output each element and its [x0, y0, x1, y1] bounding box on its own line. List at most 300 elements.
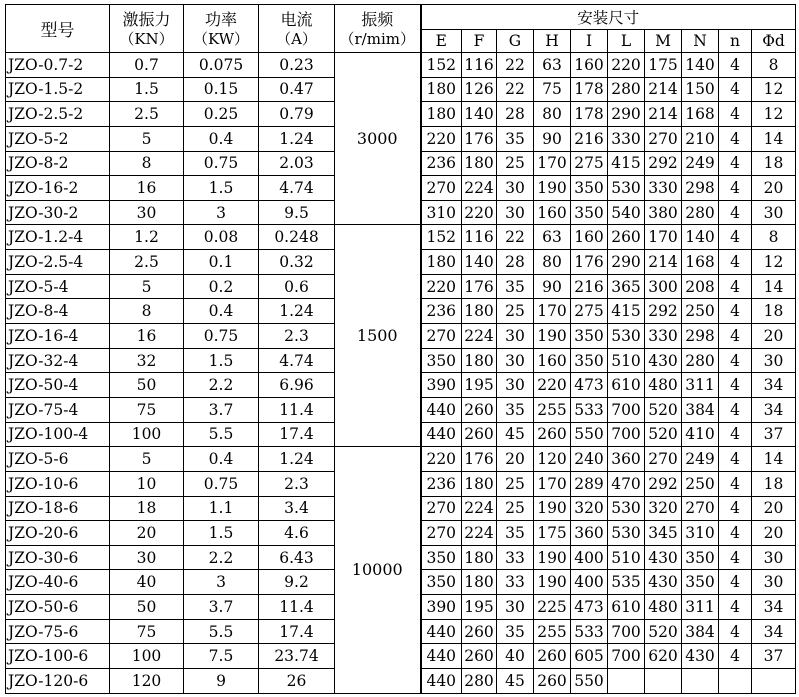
dimension-cell: 195	[462, 595, 497, 620]
dimension-cell: 292	[645, 151, 682, 176]
dimension-cell: 260	[534, 422, 571, 447]
dimension-cell: 440	[421, 619, 462, 644]
current-cell: 23.74	[259, 644, 335, 669]
dimension-cell: 350	[682, 570, 719, 595]
model-cell: JZO-50-6	[6, 595, 110, 620]
dimension-cell: 224	[462, 521, 497, 546]
header-frequency	[335, 5, 421, 53]
dimension-cell: 176	[571, 250, 608, 275]
dimension-cell: 520	[645, 397, 682, 422]
dimension-cell: 225	[534, 595, 571, 620]
dimension-cell: 168	[682, 102, 719, 127]
dimension-cell: 240	[571, 447, 608, 472]
dimension-cell: 152	[421, 225, 462, 250]
dimension-cell: 384	[682, 397, 719, 422]
dimension-cell: 4	[719, 225, 752, 250]
dimension-cell: 4	[719, 250, 752, 275]
dimension-cell: 176	[462, 447, 497, 472]
dimension-cell: 470	[608, 471, 645, 496]
power-cell: 3	[184, 570, 259, 595]
force-cell: 5	[110, 447, 184, 472]
dimension-cell: 4	[719, 447, 752, 472]
model-cell: JZO-0.7-2	[6, 53, 110, 78]
dimension-cell: 430	[645, 348, 682, 373]
dimension-cell: 510	[608, 545, 645, 570]
dimension-cell	[682, 669, 719, 694]
dimension-cell: 4	[719, 373, 752, 398]
power-cell: 0.4	[184, 447, 259, 472]
dimension-cell: 4	[719, 102, 752, 127]
dimension-cell: 610	[608, 373, 645, 398]
dimension-cell: 298	[682, 176, 719, 201]
dimension-cell: 4	[719, 644, 752, 669]
dimension-cell: 178	[571, 102, 608, 127]
dimension-cell: 350	[682, 545, 719, 570]
current-cell: 0.23	[259, 53, 335, 78]
header-force-label: 激振力	[122, 9, 171, 29]
dimension-cell: 190	[534, 545, 571, 570]
model-cell: JZO-2.5-4	[6, 250, 110, 275]
power-cell: 0.08	[184, 225, 259, 250]
current-cell: 11.4	[259, 397, 335, 422]
dimension-cell: 280	[682, 348, 719, 373]
model-cell: JZO-2.5-2	[6, 102, 110, 127]
dimension-cell: 4	[719, 397, 752, 422]
dimension-cell: 400	[571, 570, 608, 595]
dimension-cell: 220	[462, 200, 497, 225]
dimension-cell: 180	[462, 471, 497, 496]
power-cell: 0.4	[184, 299, 259, 324]
table-row	[6, 53, 796, 78]
dimension-cell: 160	[571, 53, 608, 78]
header-current-unit: （A）	[276, 29, 317, 48]
dimension-cell: 126	[462, 77, 497, 102]
dimension-cell: 430	[682, 644, 719, 669]
force-cell: 30	[110, 200, 184, 225]
dimension-cell: 214	[645, 77, 682, 102]
dimension-cell: 28	[497, 250, 534, 275]
dimension-cell: 390	[421, 595, 462, 620]
current-cell: 0.47	[259, 77, 335, 102]
model-cell: JZO-16-4	[6, 324, 110, 349]
dimension-cell: 28	[497, 102, 534, 127]
dimension-cell: 550	[571, 669, 608, 694]
dimension-cell: 175	[645, 53, 682, 78]
dimension-cell: 270	[421, 176, 462, 201]
dimension-cell: 224	[462, 324, 497, 349]
dimension-cell: 90	[534, 274, 571, 299]
dimension-cell: 430	[645, 545, 682, 570]
dimension-cell: 290	[608, 250, 645, 275]
dimension-cell: 150	[682, 77, 719, 102]
power-cell: 0.1	[184, 250, 259, 275]
model-cell: JZO-10-6	[6, 471, 110, 496]
dimension-cell: 4	[719, 299, 752, 324]
dimension-cell: 236	[421, 151, 462, 176]
dimension-cell: 35	[497, 397, 534, 422]
force-cell: 16	[110, 324, 184, 349]
power-cell: 5.5	[184, 422, 259, 447]
dimension-cell: 12	[752, 77, 796, 102]
dimension-cell: 214	[645, 250, 682, 275]
dimension-cell: 30	[497, 373, 534, 398]
dimension-cell: 280	[462, 669, 497, 694]
dimension-cell: 35	[497, 521, 534, 546]
header-dim-col: L	[608, 30, 645, 53]
model-cell: JZO-5-2	[6, 126, 110, 151]
dimension-cell: 190	[534, 570, 571, 595]
dimension-cell: 480	[645, 373, 682, 398]
dimension-cell: 140	[462, 250, 497, 275]
dimension-cell: 236	[421, 299, 462, 324]
header-force-unit: （KN）	[119, 29, 174, 48]
dimension-cell: 290	[608, 102, 645, 127]
power-cell: 9	[184, 669, 259, 694]
dimension-cell: 30	[497, 200, 534, 225]
dimension-cell: 180	[462, 151, 497, 176]
dimension-cell: 236	[421, 471, 462, 496]
current-cell: 2.3	[259, 324, 335, 349]
dimension-cell: 298	[682, 324, 719, 349]
model-cell: JZO-8-2	[6, 151, 110, 176]
dimension-cell: 175	[534, 521, 571, 546]
dimension-cell: 415	[608, 299, 645, 324]
dimension-cell: 4	[719, 619, 752, 644]
dimension-cell: 510	[608, 348, 645, 373]
header-current-label: 电流	[280, 9, 313, 29]
model-cell: JZO-20-6	[6, 521, 110, 546]
dimension-cell: 533	[571, 619, 608, 644]
power-cell: 2.2	[184, 545, 259, 570]
dimension-cell: 180	[421, 102, 462, 127]
dimension-cell: 4	[719, 422, 752, 447]
dimension-cell: 176	[462, 274, 497, 299]
force-cell: 50	[110, 373, 184, 398]
power-cell: 1.5	[184, 176, 259, 201]
dimension-cell: 220	[421, 126, 462, 151]
power-cell: 7.5	[184, 644, 259, 669]
dimension-cell: 210	[682, 126, 719, 151]
power-cell: 0.15	[184, 77, 259, 102]
dimension-cell: 292	[645, 299, 682, 324]
force-cell: 5	[110, 274, 184, 299]
force-cell: 100	[110, 644, 184, 669]
dimension-cell: 22	[497, 225, 534, 250]
dimension-cell: 4	[719, 595, 752, 620]
dimension-cell: 140	[682, 225, 719, 250]
dimension-cell: 195	[462, 373, 497, 398]
header-dim-col: E	[421, 30, 462, 53]
dimension-cell: 75	[534, 77, 571, 102]
current-cell: 17.4	[259, 619, 335, 644]
dimension-cell: 33	[497, 545, 534, 570]
dimension-cell: 37	[752, 422, 796, 447]
model-cell: JZO-75-4	[6, 397, 110, 422]
dimension-cell: 25	[497, 471, 534, 496]
dimension-cell: 30	[497, 348, 534, 373]
dimension-cell: 275	[571, 151, 608, 176]
dimension-cell: 25	[497, 151, 534, 176]
current-cell: 4.74	[259, 176, 335, 201]
table-body	[6, 53, 796, 694]
model-cell: JZO-32-4	[6, 348, 110, 373]
dimension-cell: 360	[608, 447, 645, 472]
dimension-cell: 250	[682, 299, 719, 324]
dimension-cell: 45	[497, 422, 534, 447]
model-cell: JZO-18-6	[6, 496, 110, 521]
dimension-cell: 350	[571, 176, 608, 201]
model-cell: JZO-30-6	[6, 545, 110, 570]
power-cell: 3	[184, 200, 259, 225]
power-cell: 0.075	[184, 53, 259, 78]
model-cell: JZO-40-6	[6, 570, 110, 595]
header-install-dimensions: 安装尺寸	[421, 5, 796, 30]
dimension-cell: 270	[645, 447, 682, 472]
frequency-cell: 1500	[335, 225, 421, 447]
model-cell: JZO-5-6	[6, 447, 110, 472]
dimension-cell: 180	[462, 545, 497, 570]
power-cell: 3.7	[184, 595, 259, 620]
current-cell: 2.3	[259, 471, 335, 496]
force-cell: 75	[110, 619, 184, 644]
dimension-cell: 216	[571, 274, 608, 299]
dimension-cell: 320	[645, 496, 682, 521]
header-dim-col: F	[462, 30, 497, 53]
dimension-cell: 473	[571, 373, 608, 398]
dimension-cell: 190	[534, 324, 571, 349]
power-cell: 1.1	[184, 496, 259, 521]
power-cell: 3.7	[184, 397, 259, 422]
frequency-cell: 10000	[335, 447, 421, 693]
dimension-cell: 20	[497, 447, 534, 472]
current-cell: 0.32	[259, 250, 335, 275]
force-cell: 20	[110, 521, 184, 546]
dimension-cell: 292	[645, 471, 682, 496]
dimension-cell: 249	[682, 447, 719, 472]
table-header	[6, 5, 796, 53]
dimension-cell: 224	[462, 496, 497, 521]
dimension-cell: 260	[534, 669, 571, 694]
dimension-cell: 4	[719, 496, 752, 521]
dimension-cell: 45	[497, 669, 534, 694]
dimension-cell: 220	[421, 447, 462, 472]
dimension-cell: 224	[462, 176, 497, 201]
dimension-cell: 180	[462, 348, 497, 373]
dimension-cell: 300	[645, 274, 682, 299]
dimension-cell: 700	[608, 644, 645, 669]
dimension-cell: 14	[752, 447, 796, 472]
dimension-cell: 520	[645, 619, 682, 644]
dimension-cell: 260	[462, 422, 497, 447]
power-cell: 0.75	[184, 151, 259, 176]
dimension-cell: 390	[421, 373, 462, 398]
dimension-cell: 18	[752, 471, 796, 496]
force-cell: 0.7	[110, 53, 184, 78]
dimension-cell: 550	[571, 422, 608, 447]
dimension-cell: 255	[534, 397, 571, 422]
dimension-cell: 220	[534, 373, 571, 398]
dimension-cell: 180	[421, 77, 462, 102]
dimension-cell: 30	[497, 324, 534, 349]
model-cell: JZO-1.5-2	[6, 77, 110, 102]
dimension-cell: 4	[719, 53, 752, 78]
dimension-cell: 20	[752, 324, 796, 349]
dimension-cell: 311	[682, 595, 719, 620]
dimension-cell: 4	[719, 348, 752, 373]
current-cell: 0.79	[259, 102, 335, 127]
dimension-cell: 4	[719, 324, 752, 349]
power-cell: 2.2	[184, 373, 259, 398]
dimension-cell: 116	[462, 225, 497, 250]
dimension-cell: 4	[719, 200, 752, 225]
dimension-cell: 120	[534, 447, 571, 472]
force-cell: 100	[110, 422, 184, 447]
dimension-cell: 190	[534, 496, 571, 521]
dimension-cell: 260	[608, 225, 645, 250]
dimension-cell: 350	[421, 545, 462, 570]
dimension-cell: 530	[608, 176, 645, 201]
dimension-cell: 473	[571, 595, 608, 620]
spec-table	[5, 4, 796, 694]
current-cell: 17.4	[259, 422, 335, 447]
dimension-cell: 116	[462, 53, 497, 78]
dimension-cell: 4	[719, 126, 752, 151]
dimension-cell: 160	[534, 200, 571, 225]
header-power-label: 功率	[204, 9, 237, 29]
dimension-cell: 12	[752, 250, 796, 275]
dimension-cell: 350	[571, 348, 608, 373]
power-cell: 0.75	[184, 471, 259, 496]
dimension-cell: 220	[421, 274, 462, 299]
dimension-cell: 249	[682, 151, 719, 176]
dimension-cell: 18	[752, 299, 796, 324]
dimension-cell: 14	[752, 274, 796, 299]
dimension-cell: 140	[682, 53, 719, 78]
dimension-cell: 270	[421, 324, 462, 349]
model-cell: JZO-50-4	[6, 373, 110, 398]
dimension-cell: 535	[608, 570, 645, 595]
dimension-cell: 440	[421, 397, 462, 422]
dimension-cell: 63	[534, 225, 571, 250]
force-cell: 8	[110, 151, 184, 176]
current-cell: 6.43	[259, 545, 335, 570]
dimension-cell: 12	[752, 102, 796, 127]
dimension-cell: 22	[497, 53, 534, 78]
dimension-cell: 350	[421, 348, 462, 373]
power-cell: 0.2	[184, 274, 259, 299]
dimension-cell: 4	[719, 570, 752, 595]
model-cell: JZO-75-6	[6, 619, 110, 644]
dimension-cell: 8	[752, 225, 796, 250]
header-power-unit: （KW）	[192, 29, 250, 48]
dimension-cell: 480	[645, 595, 682, 620]
header-dim-col: G	[497, 30, 534, 53]
dimension-cell: 4	[719, 151, 752, 176]
dimension-cell: 4	[719, 545, 752, 570]
dimension-cell: 80	[534, 250, 571, 275]
current-cell: 6.96	[259, 373, 335, 398]
dimension-cell: 280	[682, 200, 719, 225]
dimension-cell: 610	[608, 595, 645, 620]
current-cell: 9.5	[259, 200, 335, 225]
dimension-cell: 540	[608, 200, 645, 225]
model-cell: JZO-8-4	[6, 299, 110, 324]
force-cell: 50	[110, 595, 184, 620]
dimension-cell: 190	[534, 176, 571, 201]
force-cell: 2.5	[110, 250, 184, 275]
dimension-cell: 310	[421, 200, 462, 225]
force-cell: 18	[110, 496, 184, 521]
dimension-cell: 14	[752, 126, 796, 151]
model-cell: JZO-5-4	[6, 274, 110, 299]
power-cell: 0.75	[184, 324, 259, 349]
model-cell: JZO-1.2-4	[6, 225, 110, 250]
dimension-cell: 4	[719, 77, 752, 102]
dimension-cell: 34	[752, 619, 796, 644]
header-force	[110, 5, 184, 53]
dimension-cell: 30	[497, 176, 534, 201]
force-cell: 32	[110, 348, 184, 373]
dimension-cell: 260	[462, 644, 497, 669]
dimension-cell: 30	[497, 595, 534, 620]
header-dim-col: n	[719, 30, 752, 53]
dimension-cell: 270	[682, 496, 719, 521]
dimension-cell: 25	[497, 299, 534, 324]
dimension-cell: 700	[608, 619, 645, 644]
dimension-cell: 90	[534, 126, 571, 151]
model-cell: JZO-100-6	[6, 644, 110, 669]
power-cell: 0.25	[184, 102, 259, 127]
dimension-cell	[608, 669, 645, 694]
dimension-cell: 35	[497, 619, 534, 644]
header-current	[259, 5, 335, 53]
dimension-cell: 530	[608, 496, 645, 521]
header-frequency-label: 振频	[361, 9, 394, 29]
dimension-cell: 310	[682, 521, 719, 546]
dimension-cell: 410	[682, 422, 719, 447]
dimension-cell: 4	[719, 176, 752, 201]
dimension-cell	[645, 669, 682, 694]
dimension-cell: 440	[421, 669, 462, 694]
dimension-cell: 216	[571, 126, 608, 151]
dimension-cell	[752, 669, 796, 694]
current-cell: 9.2	[259, 570, 335, 595]
dimension-cell: 400	[571, 545, 608, 570]
force-cell: 40	[110, 570, 184, 595]
dimension-cell: 415	[608, 151, 645, 176]
header-power	[184, 5, 259, 53]
dimension-cell: 208	[682, 274, 719, 299]
power-cell: 1.5	[184, 521, 259, 546]
dimension-cell: 260	[462, 619, 497, 644]
dimension-cell: 34	[752, 595, 796, 620]
dimension-cell: 63	[534, 53, 571, 78]
dimension-cell: 270	[645, 126, 682, 151]
dimension-cell: 255	[534, 619, 571, 644]
dimension-cell: 311	[682, 373, 719, 398]
model-cell: JZO-100-4	[6, 422, 110, 447]
current-cell: 26	[259, 669, 335, 694]
model-cell: JZO-30-2	[6, 200, 110, 225]
dimension-cell: 180	[462, 299, 497, 324]
header-dim-col: M	[645, 30, 682, 53]
force-cell: 120	[110, 669, 184, 694]
dimension-cell: 380	[645, 200, 682, 225]
current-cell: 3.4	[259, 496, 335, 521]
dimension-cell: 260	[462, 397, 497, 422]
dimension-cell: 440	[421, 422, 462, 447]
dimension-cell: 34	[752, 397, 796, 422]
